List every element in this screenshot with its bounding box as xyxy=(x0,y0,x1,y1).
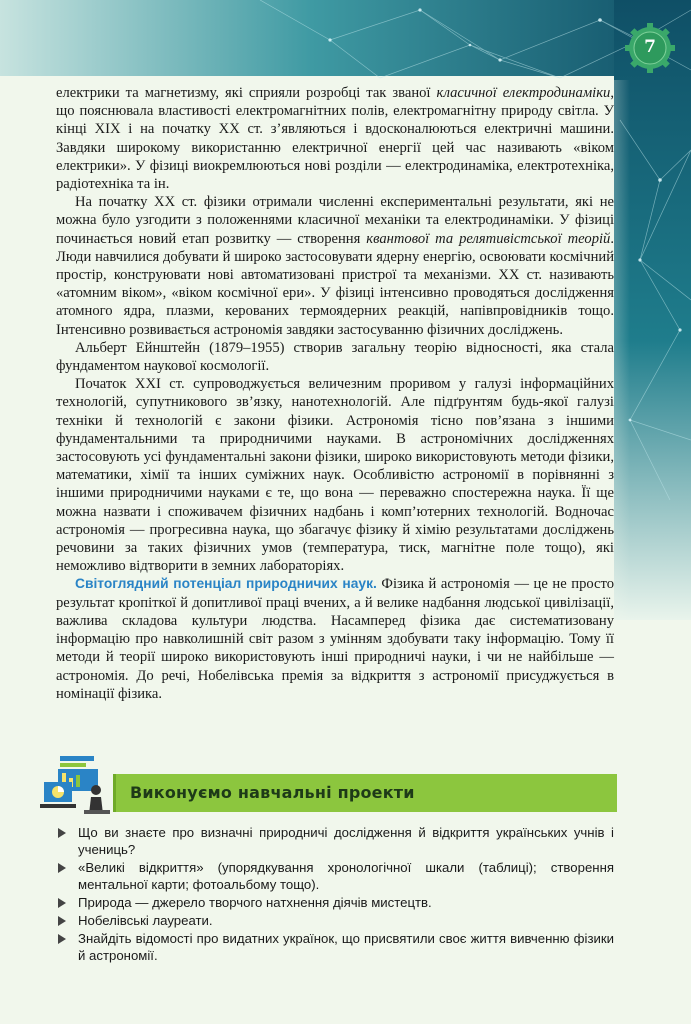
paragraph-1-text-a: електрики та магнетизму, які сприяли розробці так званої xyxy=(56,85,437,101)
project-item xyxy=(58,930,614,964)
paragraph-1-text-b: , що пояснювала властивості електромагнітних полів, електромагнітну природу світла. У кінці XIX і на початку XX ст. з’являються і вдосконалюються електричні машини. Завдяки широкому використанню електричної енергії цей час називають «віком електрики». У фізиці виокремлюються нові розділи — електродинаміка, електротехніка, радіотехніка та ін. xyxy=(56,85,614,193)
project-item-text: Природа — джерело творчого натхнення діячів мистецтв. xyxy=(78,895,432,910)
bullet-arrow-icon xyxy=(58,898,66,908)
page-number: 7 xyxy=(644,37,656,57)
presentation-icon xyxy=(36,752,112,816)
project-item-text: «Великі відкриття» (упорядкування хронологічної шкали (таблиці); створення ментальної карти; фотоальбому тощо). xyxy=(78,860,614,892)
project-item-text: Нобелівські лауреати. xyxy=(78,913,213,928)
term-classical-electrodynamics: класичної електродинаміки xyxy=(436,85,611,101)
project-item xyxy=(58,912,614,929)
project-item xyxy=(58,859,614,893)
project-item-text: Знайдіть відомості про видатних українок, що присвятили своє життя вивченню фізики й астрономії. xyxy=(78,931,614,963)
projects-title: Виконуємо навчальні проекти xyxy=(130,783,415,802)
projects-banner xyxy=(113,774,617,812)
project-item xyxy=(58,824,614,858)
paragraph-4: Початок XXI ст. супроводжується величезним проривом у галузі інформаційних технологій, супутникового зв’язку, нанотехнологій. Але підґрунтям будь-якої галузі техніки й технологій є закони фізики. Астрономія тісно пов’язана з іншими фундаментальними та природничими науками. В астрономічних дослідженнях застосовують усі фундаментальні закони фізики, широко використовують методи фізики, математики, хімії та інших суміжних наук. Особливістю астрономії в порівнянні з іншими природничими науками є те, що вона — переважно спостережна наука. Її ще можна назвати і споживачем фізичних надбань і комп’ютерних технологій. Водночас астрономія — прогресивна наука, що збагачує фізику й хімію результатами досліджень речовини за таких фізичних умов (температура, тиск, магнітне поле тощо), які неможливо відтворити в земних лабораторіях. xyxy=(56,376,614,575)
paragraph-2-text-a: На початку XX ст. фізики отримали численні експериментальні результати, які не можна було узгодити з положеннями класичної механіки та електродинаміки. У фізиці починається новий етап розвитку — створення xyxy=(56,194,614,247)
paragraph-2-text-b: . Люди навчилися добувати й широко застосовувати ядерну енергію, освоювати космічний простір, конструювати нові автоматизовані пристрої та механізми. XX ст. називають «атомним віком», «віком космічної ери». У фізиці інтенсивно проводяться дослідження атомного ядра, плазми, керованих термоядерних реакцій, напівпровідників тощо. Інтенсивно розвивається астрономія завдяки застосуванню фізичних досліджень. xyxy=(56,230,614,338)
paragraph-1 xyxy=(56,84,614,193)
page-number-badge xyxy=(624,22,676,74)
project-item xyxy=(58,894,614,911)
paragraph-5 xyxy=(56,575,614,702)
paragraph-5-text: Фізика й астрономія — це не просто результат кропіткої й допитливої праці вчених, а й велике надбання людської цивілізації, важлива складова культури людства. Насамперед фізика дає систематизовану інформацію про навколишній світ разом з умінням здобувати таку інформацію. Тому її методи й теорії широко використовують інші природничі науки, і чи не найбільше — астрономія. До речі, Нобелівська премія за відкриття з астрономії присуджується в номінації фізика. xyxy=(56,576,615,702)
section-heading: Світоглядний потенціал природничих наук. xyxy=(75,576,377,592)
bullet-arrow-icon xyxy=(58,863,66,873)
bullet-arrow-icon xyxy=(58,916,66,926)
main-text xyxy=(56,84,614,703)
paragraph-3: Альберт Ейнштейн (1879–1955) створив загальну теорію відносності, яка стала фундаментом наукової космології. xyxy=(56,339,614,375)
projects-list xyxy=(58,824,614,965)
paragraph-2 xyxy=(56,193,614,339)
term-quantum-relativistic: квантової та релятивістської теорій xyxy=(366,230,611,247)
bullet-arrow-icon xyxy=(58,934,66,944)
project-item-text: Що ви знаєте про визначні природничі дослідження й відкриття українських учнів і учениць? xyxy=(78,825,614,857)
bullet-arrow-icon xyxy=(58,828,66,838)
